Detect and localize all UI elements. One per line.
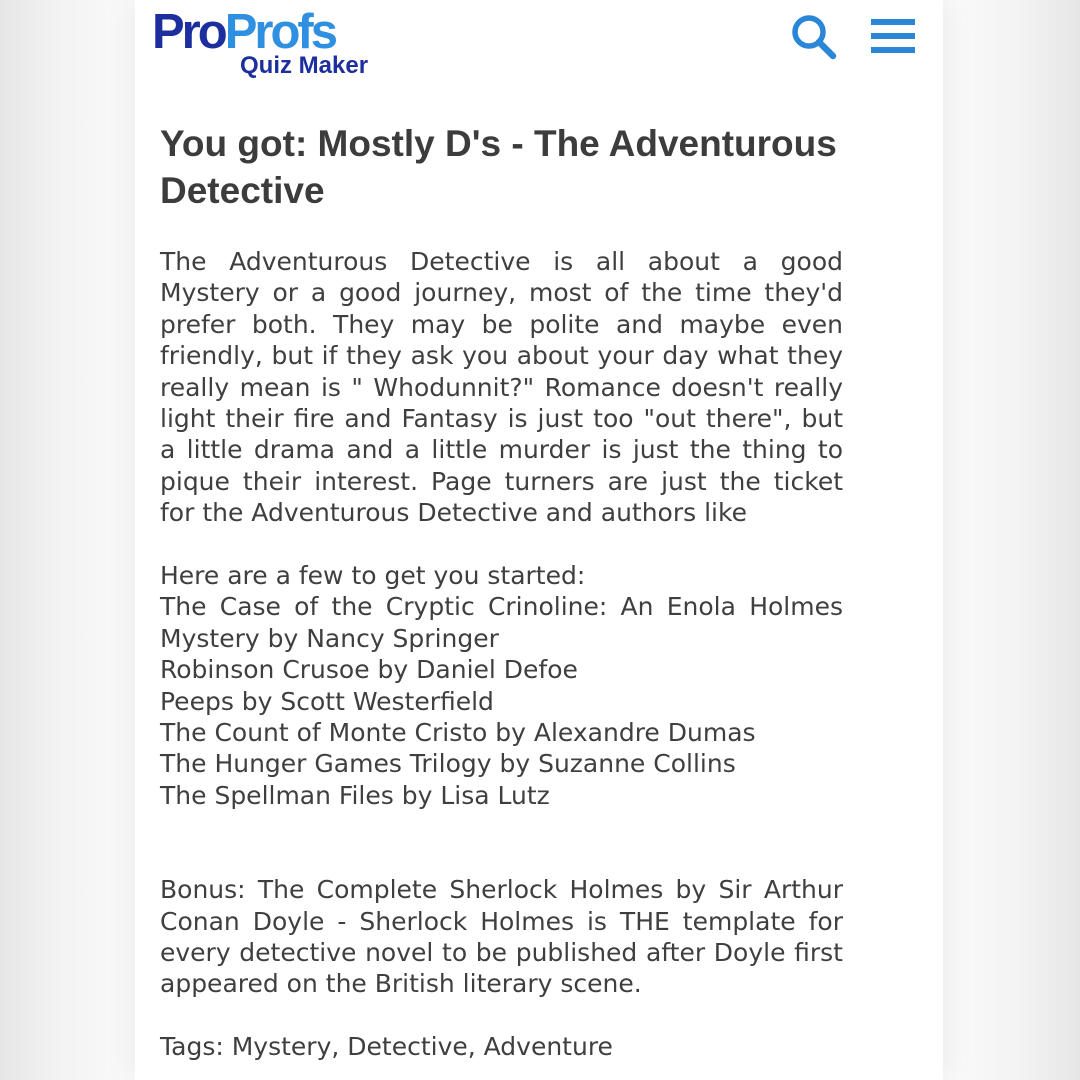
menu-button[interactable] (869, 15, 919, 57)
bonus-text: Bonus: The Complete Sherlock Holmes by Sir Arthur Conan Doyle - Sherlock Holmes is THE template for every detective novel to be published after Doyle first appeared on the British literary scene. (160, 875, 843, 999)
book-item: Peeps by Scott Westerfield (160, 686, 494, 716)
book-item: The Hunger Games Trilogy by Suzanne Collins (160, 749, 736, 779)
result-description: The Adventurous Detective is all about a good Mystery or a good journey, most of the time they'd prefer both. They may be polite and maybe even friendly, but if they ask you about your day what they really mean is " Whodunnit?" Romance doesn't really light their fire and Fantasy is just too "out there", but a little drama and a little murder is just the thing to pique their interest. Page turners are just the ticket for the Adventurous Detective and authors like (160, 247, 843, 528)
book-item: The Count of Monte Cristo by Alexandre Dumas (160, 718, 756, 748)
logo-subtitle: Quiz Maker (240, 52, 369, 79)
search-button[interactable] (789, 12, 839, 62)
proprofs-logo[interactable] (152, 6, 382, 80)
site-header (135, 0, 943, 90)
search-icon (789, 12, 839, 62)
books-intro: Here are a few to get you started: (160, 561, 586, 591)
logo-pro-text: Pro (152, 5, 225, 59)
hamburger-menu-icon (869, 15, 919, 57)
result-content (160, 120, 843, 1063)
book-item: Robinson Crusoe by Daniel Defoe (160, 655, 578, 685)
book-item: The Case of the Cryptic Crinoline: An Enola Holmes Mystery by Nancy Springer (160, 592, 843, 653)
tags-line: Tags: Mystery, Detective, Adventure (160, 1032, 613, 1062)
logo-wordmark (152, 6, 335, 58)
result-card (135, 0, 943, 1080)
book-item: The Spellman Files by Lisa Lutz (160, 780, 550, 810)
book-list (160, 591, 843, 811)
logo-profs-text: Profs (224, 5, 335, 59)
result-title: You got: Mostly D's - The Adventurous Detective (160, 123, 837, 211)
